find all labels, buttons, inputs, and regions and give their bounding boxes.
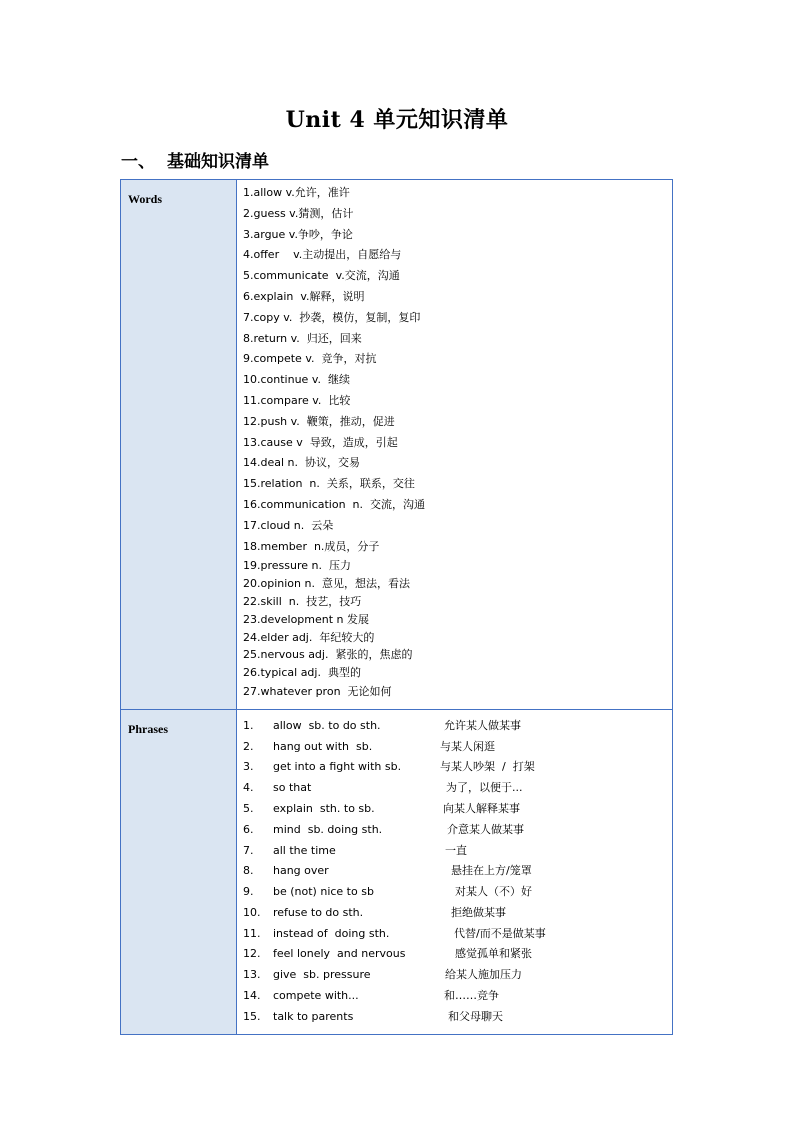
word-item: 4.offer v.主动提出，自愿给与 xyxy=(243,248,402,262)
phrase-number: 14. xyxy=(243,989,261,1003)
phrase-number: 2. xyxy=(243,739,254,753)
phrase-item xyxy=(243,861,672,882)
phrase-item xyxy=(243,903,672,924)
phrase-chinese: 给某人施加压力 xyxy=(445,968,522,982)
word-item: 8.return v. 归还，回来 xyxy=(243,331,362,345)
phrase-chinese: 对某人（不）好 xyxy=(455,885,532,899)
phrase-item xyxy=(243,799,672,820)
phrase-english: give sb. pressure xyxy=(273,968,371,982)
phrase-english: feel lonely and nervous xyxy=(273,947,406,961)
phrase-english: explain sth. to sb. xyxy=(273,801,375,815)
phrase-english: compete with... xyxy=(273,989,359,1003)
word-item: 3.argue v.争吵，争论 xyxy=(243,227,353,241)
phrase-number: 15. xyxy=(243,1009,261,1023)
phrase-item xyxy=(243,882,672,903)
word-item: 14.deal n. 协议，交易 xyxy=(243,456,360,470)
word-item: 10.continue v. 继续 xyxy=(243,373,350,387)
phrase-english: refuse to do sth. xyxy=(273,905,364,919)
word-item: 2.guess v.猜测，估计 xyxy=(243,206,354,220)
phrase-number: 8. xyxy=(243,864,254,878)
phrase-english: be (not) nice to sb xyxy=(273,885,374,899)
word-item: 22.skill n. 技艺，技巧 xyxy=(243,594,362,608)
phrase-number: 9. xyxy=(243,885,254,899)
phrase-chinese: 感觉孤单和紧张 xyxy=(455,947,532,961)
page-title: Unit 4 单元知识清单 xyxy=(285,107,509,133)
phrase-chinese: 介意某人做某事 xyxy=(447,822,524,836)
phrase-chinese: 允许某人做某事 xyxy=(444,718,521,732)
phrase-english: hang out with sb. xyxy=(273,739,373,753)
word-item: 25.nervous adj. 紧张的，焦虑的 xyxy=(243,648,413,662)
phrase-english: so that xyxy=(273,781,312,795)
word-item: 7.copy v. 抄袭，模仿，复制，复印 xyxy=(243,310,421,324)
words-cell xyxy=(237,180,673,710)
phrase-item xyxy=(243,986,672,1007)
word-item: 27.whatever pron 无论如何 xyxy=(243,684,392,698)
words-label: Words xyxy=(121,180,237,710)
phrase-chinese: 和……竞争 xyxy=(444,989,499,1003)
words-row xyxy=(121,180,673,710)
word-item: 9.compete v. 竞争，对抗 xyxy=(243,352,377,366)
phrases-cell xyxy=(237,709,673,1034)
phrase-number: 6. xyxy=(243,822,254,836)
phrase-english: get into a fight with sb. xyxy=(273,760,402,774)
word-item: 12.push v. 鞭策，推动，促进 xyxy=(243,414,395,428)
phrases-label: Phrases xyxy=(121,709,237,1034)
phrase-chinese: 拒绝做某事 xyxy=(451,905,506,919)
phrase-english: hang over xyxy=(273,864,329,878)
phrase-item xyxy=(243,944,672,965)
phrase-english: instead of doing sth. xyxy=(273,926,390,940)
phrase-number: 1. xyxy=(243,718,254,732)
phrase-item xyxy=(243,924,672,945)
phrase-number: 7. xyxy=(243,843,254,857)
word-list xyxy=(243,183,672,703)
phrase-item xyxy=(243,757,672,778)
phrase-item xyxy=(243,841,672,862)
word-item: 23.development n 发展 xyxy=(243,612,370,626)
phrase-chinese: 向某人解释某事 xyxy=(443,801,520,815)
section-title: 基础知识清单 xyxy=(167,152,269,172)
phrase-number: 5. xyxy=(243,801,254,815)
phrase-item xyxy=(243,1007,672,1028)
phrase-item xyxy=(243,965,672,986)
phrase-chinese: 一直 xyxy=(445,843,467,857)
phrase-item xyxy=(243,737,672,758)
word-item: 15.relation n. 关系，联系，交往 xyxy=(243,477,415,491)
phrase-english: talk to parents xyxy=(273,1009,354,1023)
section-number: 一、 xyxy=(121,152,155,172)
word-item: 26.typical adj. 典型的 xyxy=(243,666,361,680)
word-item: 6.explain v.解释，说明 xyxy=(243,289,365,303)
word-item: 16.communication n. 交流，沟通 xyxy=(243,497,426,511)
phrase-list xyxy=(243,713,672,1028)
phrase-number: 4. xyxy=(243,781,254,795)
word-item: 11.compare v. 比较 xyxy=(243,393,351,407)
phrase-number: 11. xyxy=(243,926,261,940)
phrase-item xyxy=(243,778,672,799)
word-item: 19.pressure n. 压力 xyxy=(243,559,351,573)
knowledge-table xyxy=(120,179,673,1035)
section-heading xyxy=(121,147,269,172)
phrase-number: 3. xyxy=(243,760,254,774)
phrase-chinese: 为了，以便于... xyxy=(446,781,523,795)
phrase-chinese: 与某人闲逛 xyxy=(440,739,495,753)
phrase-item xyxy=(243,716,672,737)
phrase-number: 12. xyxy=(243,947,261,961)
phrase-item xyxy=(243,820,672,841)
phrase-number: 13. xyxy=(243,968,261,982)
word-item: 17.cloud n. 云朵 xyxy=(243,518,334,532)
phrase-chinese: 悬挂在上方/笼罩 xyxy=(451,864,532,878)
phrases-row xyxy=(121,709,673,1034)
phrase-chinese: 和父母聊天 xyxy=(448,1009,503,1023)
phrase-english: mind sb. doing sth. xyxy=(273,822,383,836)
phrase-number: 10. xyxy=(243,905,261,919)
word-item: 24.elder adj. 年纪较大的 xyxy=(243,630,375,644)
phrase-chinese: 与某人吵架 / 打架 xyxy=(440,760,535,774)
word-item: 1.allow v.允许，准许 xyxy=(243,186,350,199)
word-item: 18.member n.成员，分子 xyxy=(243,539,380,553)
word-item: 5.communicate v.交流，沟通 xyxy=(243,269,400,283)
word-item: 20.opinion n. 意见，想法，看法 xyxy=(243,577,410,591)
word-item: 13.cause v 导致，造成，引起 xyxy=(243,435,398,449)
phrase-chinese: 代替/而不是做某事 xyxy=(454,926,546,940)
phrase-english: allow sb. to do sth. xyxy=(273,718,381,732)
phrase-english: all the time xyxy=(273,843,336,857)
